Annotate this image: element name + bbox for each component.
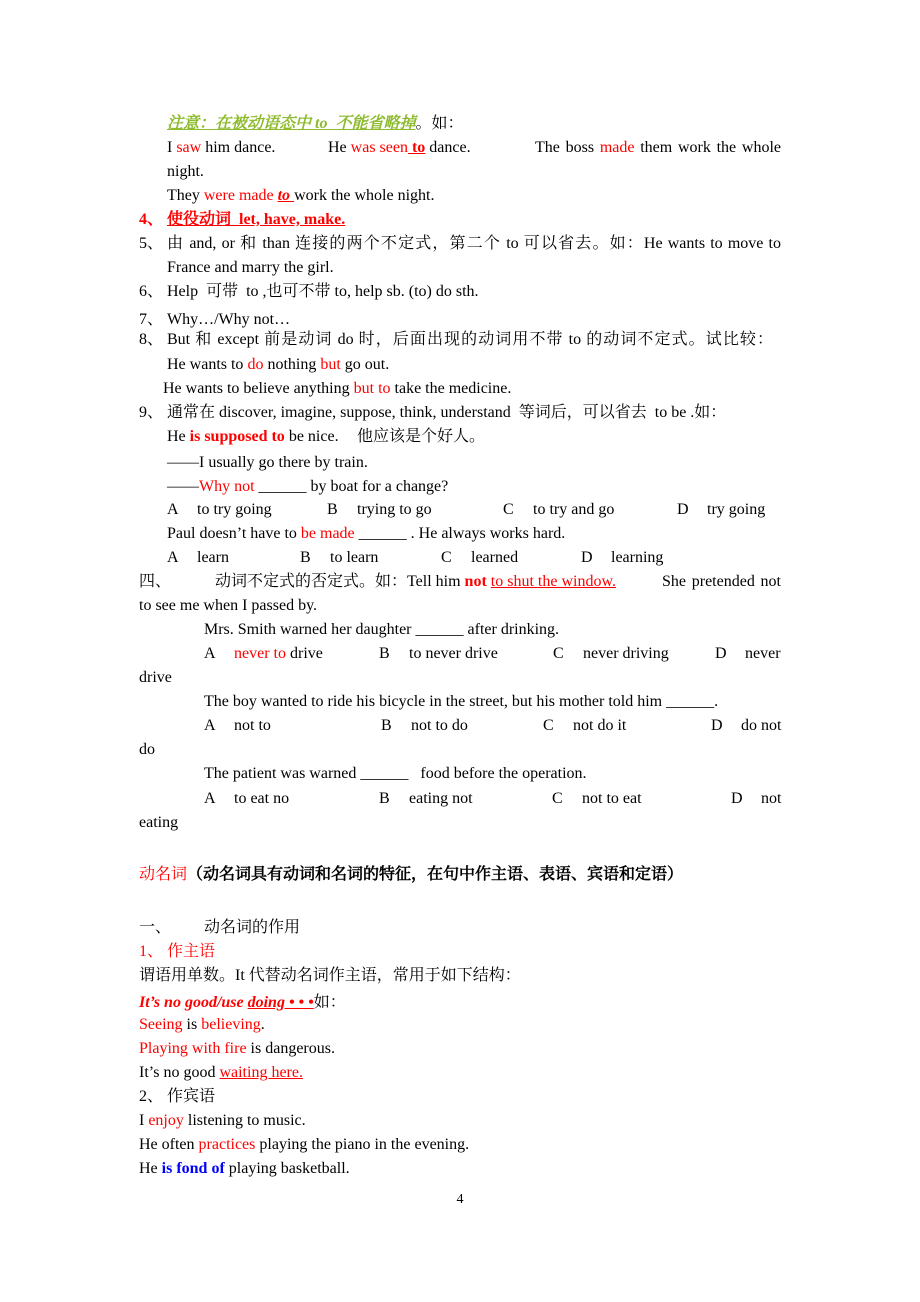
- text: night.: [167, 163, 204, 180]
- number: 5、: [139, 235, 164, 252]
- number: 9、: [139, 404, 164, 421]
- option-letter: C: [543, 717, 554, 734]
- example-but-to: [163, 379, 511, 399]
- text: take the medicine.: [390, 380, 512, 397]
- section-number: [139, 572, 171, 592]
- question-line: [204, 620, 559, 640]
- highlight-text: made: [599, 139, 635, 156]
- option-b: [379, 789, 473, 809]
- text: go out.: [340, 356, 390, 373]
- text: do: [139, 741, 155, 758]
- rule-number: [139, 210, 163, 230]
- option-b: [327, 500, 432, 520]
- section-title: [204, 918, 300, 938]
- option-a: [204, 644, 323, 664]
- text: ——I usually go there by train.: [167, 454, 368, 471]
- text: dance.: [425, 139, 471, 156]
- option-c: [503, 500, 614, 520]
- structure-line: [139, 993, 346, 1013]
- passive-note-text: 注意：在被动语态中 to 不能省略掉: [167, 115, 416, 132]
- text: 他应该是个好人。: [357, 428, 486, 445]
- highlight-text: but: [320, 356, 341, 373]
- text-line: [167, 162, 204, 182]
- option-d: [731, 789, 781, 809]
- page-number: 4: [456, 1192, 464, 1207]
- rule-why-not: [167, 310, 290, 330]
- option-letter: B: [379, 790, 390, 807]
- text: ——: [167, 478, 199, 495]
- rule-text: Help 可带 to ,也可不带 to, help sb. (to) do sth.: [167, 283, 479, 300]
- text-line: [139, 813, 178, 833]
- highlight-text: but to: [353, 380, 391, 397]
- option-letter: D: [715, 645, 727, 662]
- text: He often: [139, 1136, 199, 1153]
- text: listening to music.: [183, 1112, 306, 1129]
- option-text: trying to go: [357, 501, 432, 518]
- text: He: [139, 1160, 162, 1177]
- rule-number: [139, 403, 163, 423]
- text: ______ . He always works hard.: [354, 525, 566, 542]
- option-letter: D: [581, 549, 593, 566]
- passive-note: [167, 114, 463, 134]
- option-b: [300, 548, 378, 568]
- text: 动词不定式的否定式。如：Tell him: [215, 573, 465, 590]
- dialogue-line: [167, 477, 448, 497]
- highlight-text: practices: [198, 1136, 256, 1153]
- text: nothing: [263, 356, 321, 373]
- highlight-text: believing: [201, 1016, 261, 1033]
- option-letter: B: [327, 501, 338, 518]
- text: 动名词的作用: [204, 919, 301, 936]
- option-text: do not: [741, 717, 782, 734]
- emphasis-to: to: [277, 187, 295, 204]
- option-text: to try and go: [533, 501, 615, 518]
- text: Paul doesn’t have to: [167, 525, 301, 542]
- rule-number: [139, 282, 163, 302]
- heading-description: （动名词具有动词和名词的特征，在句中作主语、表语、宾语和定语）: [187, 866, 684, 883]
- text: ______ by boat for a change?: [254, 478, 449, 495]
- option-b: [381, 716, 468, 736]
- option-letter: B: [381, 717, 392, 734]
- number: 1、: [139, 943, 164, 960]
- text: France and marry the girl.: [167, 259, 334, 276]
- option-letter: A: [204, 645, 216, 662]
- rule-but-except: [167, 330, 773, 350]
- rule-text: But 和 except 前是动词 do 时，后面出现的动词用不带 to 的动词不定式。试比较：: [167, 331, 773, 348]
- option-letter: A: [167, 501, 179, 518]
- emphasis-to: to: [407, 139, 426, 156]
- option-letter: D: [677, 501, 689, 518]
- text: 作宾语: [167, 1088, 216, 1105]
- note-suffix: 。如：: [415, 115, 464, 132]
- option-letter: D: [711, 717, 723, 734]
- option-text: not do it: [573, 717, 627, 734]
- example-line: [139, 1159, 350, 1179]
- highlight-text: saw: [176, 139, 202, 156]
- text: He wants to believe anything: [163, 380, 354, 397]
- rule-text: Why…/Why not…: [167, 311, 291, 328]
- number: 7、: [139, 311, 164, 328]
- rule-text: 通常在 discover, imagine, suppose, think, understand 等词后，可以省去 to be .如：: [167, 404, 727, 421]
- example-line: [139, 1135, 469, 1155]
- option-text: learn: [197, 549, 229, 566]
- option-text: not to do: [411, 717, 468, 734]
- highlight-text: be made: [300, 525, 355, 542]
- text: 如：: [313, 994, 346, 1011]
- question-line: [204, 764, 587, 784]
- text: 作主语: [167, 943, 216, 960]
- subsection-title: [167, 1087, 215, 1107]
- option-text: to try going: [197, 501, 272, 518]
- text: He: [328, 139, 351, 156]
- option-letter: B: [300, 549, 311, 566]
- number: 6、: [139, 283, 164, 300]
- highlight-text: is supposed to: [185, 428, 285, 445]
- text-line: [139, 596, 317, 616]
- example-line: [139, 1111, 306, 1131]
- rule-to-be: [167, 403, 726, 423]
- option-letter: C: [503, 501, 514, 518]
- text: She pretended not: [662, 573, 781, 590]
- number: 8、: [139, 331, 164, 348]
- structure-doing: doing • • •: [247, 994, 314, 1011]
- example-line: [139, 1015, 265, 1035]
- option-c: [552, 789, 642, 809]
- option-text: try going: [707, 501, 766, 518]
- highlight-text: is fond of: [161, 1160, 225, 1177]
- option-a: [204, 789, 289, 809]
- option-c: [441, 548, 518, 568]
- option-text: drive: [285, 645, 323, 662]
- structure-text: It’s no good/use: [139, 994, 248, 1011]
- text: The boy wanted to ride his bicycle in the street, but his mother told him ______.: [204, 693, 719, 710]
- example-line: [139, 1039, 335, 1059]
- option-text: to learn: [330, 549, 379, 566]
- text: drive: [139, 669, 172, 686]
- subsection-title: [167, 942, 215, 962]
- example-pretended: [662, 572, 781, 592]
- text: them work the whole: [634, 139, 781, 156]
- option-text: eating not: [409, 790, 473, 807]
- text: It’s no good: [139, 1064, 220, 1081]
- text: playing basketball.: [224, 1160, 350, 1177]
- option-letter: C: [441, 549, 452, 566]
- option-text: learning: [611, 549, 664, 566]
- text: The patient was warned ______ food before the operation.: [204, 765, 587, 782]
- text: They: [167, 187, 204, 204]
- option-letter: D: [731, 790, 743, 807]
- text: Mrs. Smith warned her daughter ______ after drinking.: [204, 621, 560, 638]
- highlight-text: do: [247, 356, 264, 373]
- rule-number: [139, 310, 163, 330]
- highlight-text: Why not: [199, 478, 255, 495]
- option-d: [711, 716, 781, 736]
- subsection-number: [139, 942, 163, 962]
- text: I: [167, 139, 177, 156]
- text: He: [167, 428, 186, 445]
- highlight-text: to shut the window.: [490, 573, 616, 590]
- text: He wants to: [167, 356, 248, 373]
- example-do-but: [167, 355, 389, 375]
- example-was-seen: [328, 138, 471, 158]
- option-text: learned: [471, 549, 519, 566]
- option-text: never: [745, 645, 781, 662]
- highlight-text: was seen: [350, 139, 408, 156]
- number: 一、: [139, 919, 172, 936]
- option-letter: A: [204, 717, 216, 734]
- highlight-text: never to: [234, 645, 286, 662]
- section-number: [139, 918, 171, 938]
- option-a: [204, 716, 271, 736]
- option-d: [581, 548, 663, 568]
- gerund-heading: [139, 865, 683, 885]
- option-text: to never drive: [409, 645, 498, 662]
- text-line: [167, 258, 334, 278]
- option-a: [167, 548, 229, 568]
- rule-number: [139, 330, 163, 350]
- rule-help: [167, 282, 479, 302]
- example-line: [139, 1063, 303, 1083]
- option-d: [677, 500, 765, 520]
- rule-and-or: [167, 234, 781, 254]
- highlight-text: waiting here.: [219, 1064, 303, 1081]
- text: playing the piano in the evening.: [255, 1136, 470, 1153]
- option-text: not to: [234, 717, 271, 734]
- text: be nice.: [284, 428, 339, 445]
- option-letter: B: [379, 645, 390, 662]
- number: 2、: [139, 1088, 164, 1105]
- example-made: [535, 138, 781, 158]
- option-d: [715, 644, 781, 664]
- text: work the whole night.: [294, 187, 435, 204]
- highlight-not: not: [464, 573, 487, 590]
- text: The boss: [535, 139, 600, 156]
- option-text: never driving: [583, 645, 669, 662]
- question-line: [204, 692, 718, 712]
- rule-number: [139, 234, 163, 254]
- number: 四、: [139, 573, 172, 590]
- text-line: [139, 966, 521, 986]
- option-text: not to eat: [582, 790, 642, 807]
- number: 4、: [139, 211, 164, 228]
- option-a: [167, 500, 272, 520]
- highlight-text: Playing with fire: [139, 1040, 247, 1057]
- option-letter: C: [553, 645, 564, 662]
- translation: [357, 427, 485, 447]
- option-b: [379, 644, 498, 664]
- highlight-text: enjoy: [148, 1112, 184, 1129]
- text: eating: [139, 814, 179, 831]
- rule-text: 使役动词 let, have, make.: [167, 211, 346, 228]
- rule-causative: [167, 210, 345, 230]
- text: I: [139, 1112, 149, 1129]
- option-letter: A: [167, 549, 179, 566]
- example-were-made: [167, 186, 434, 206]
- option-text: not: [761, 790, 782, 807]
- text-line: [139, 740, 155, 760]
- highlight-text: were made: [203, 187, 274, 204]
- text: .: [260, 1016, 265, 1033]
- option-letter: A: [204, 790, 216, 807]
- question-line: [167, 524, 565, 544]
- negative-form-rule: [215, 572, 616, 592]
- option-letter: C: [552, 790, 563, 807]
- text-line: [139, 668, 172, 688]
- subsection-number: [139, 1087, 163, 1107]
- dialogue-line: [167, 453, 368, 473]
- rule-text: 由 and, or 和 than 连接的两个不定式，第二个 to 可以省去。如：He wants to move to: [167, 235, 781, 252]
- text: to see me when I passed by.: [139, 597, 318, 614]
- text: is: [182, 1016, 202, 1033]
- text: is dangerous.: [246, 1040, 335, 1057]
- example-saw: [167, 138, 275, 158]
- option-text: to eat no: [234, 790, 290, 807]
- highlight-text: Seeing: [139, 1016, 183, 1033]
- text: 谓语用单数。It 代替动名词作主语，常用于如下结构：: [139, 967, 521, 984]
- option-c: [553, 644, 669, 664]
- heading-keyword: 动名词: [139, 866, 188, 883]
- option-c: [543, 716, 626, 736]
- text: him dance.: [201, 139, 276, 156]
- example-supposed: [167, 427, 339, 447]
